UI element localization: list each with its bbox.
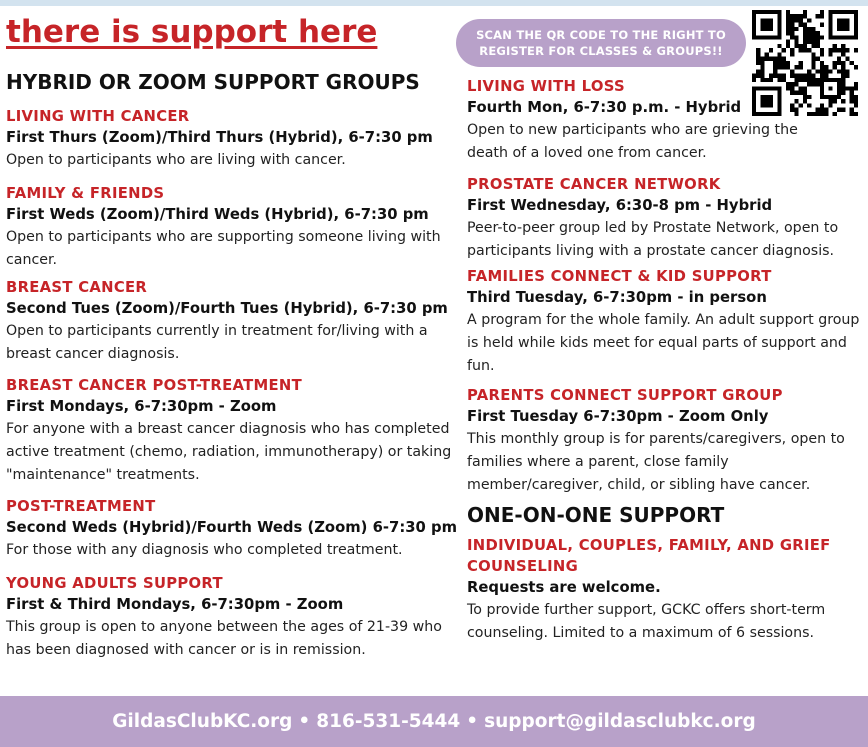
group-schedule: Requests are welcome. (467, 579, 661, 596)
group-breast-cancer (6, 277, 458, 366)
right-column (467, 76, 862, 645)
group-title: BREAST CANCER (6, 279, 148, 296)
group-living-with-loss (467, 76, 862, 165)
group-schedule: Second Weds (Hybrid)/Fourth Weds (Zoom) 6-7:30 pm (6, 519, 458, 536)
group-breast-cancer-post-treatment (6, 375, 458, 487)
group-description: For anyone with a breast cancer diagnosis who has completed active treatment (chemo, radiation, immunotherapy) or taking "maintenance" treatments. (6, 421, 452, 483)
group-description: Open to participants who are supporting someone living with cancer. (6, 229, 441, 268)
group-schedule: First Mondays, 6-7:30pm - Zoom (6, 398, 277, 415)
one-on-one-heading: ONE-ON-ONE SUPPORT (467, 503, 725, 527)
group-schedule: Second Tues (Zoom)/Fourth Tues (Hybrid), 6-7:30 pm (6, 300, 448, 317)
group-schedule: First Tuesday 6-7:30pm - Zoom Only (467, 408, 769, 425)
group-post-treatment (6, 496, 458, 562)
phone-link[interactable]: 816-531-5444 (316, 711, 461, 732)
group-parents-connect (467, 385, 862, 497)
email-link[interactable]: support@gildasclubkc.org (484, 711, 756, 732)
group-family-friends (6, 183, 458, 272)
group-description: A program for the whole family. An adult support group is held while kids meet for equal parts of support and fun. (467, 312, 860, 374)
group-description: This group is open to anyone between the ages of 21-39 who has been diagnosed with cancer or is in remission. (6, 619, 442, 658)
group-title: PROSTATE CANCER NETWORK (467, 176, 721, 193)
separator: • (466, 711, 479, 732)
group-title: YOUNG ADULTS SUPPORT (6, 575, 223, 592)
group-title: LIVING WITH CANCER (6, 108, 190, 125)
group-description: Peer-to-peer group led by Prostate Network, open to participants living with a prostate cancer diagnosis. (467, 220, 839, 259)
group-description: For those with any diagnosis who completed treatment. (6, 542, 403, 558)
group-description: Open to participants currently in treatment for/living with a breast cancer diagnosis. (6, 323, 428, 362)
group-schedule: Fourth Mon, 6-7:30 p.m. - Hybrid (467, 99, 742, 116)
group-title: PARENTS CONNECT SUPPORT GROUP (467, 387, 783, 404)
group-description: Open to participants who are living with cancer. (6, 152, 346, 168)
group-title: LIVING WITH LOSS (467, 78, 625, 95)
group-title: INDIVIDUAL, COUPLES, FAMILY, AND GRIEF COUNSELING (467, 537, 831, 575)
group-families-connect (467, 266, 862, 378)
website-link[interactable]: GildasClubKC.org (112, 711, 293, 732)
group-living-with-cancer (6, 106, 458, 172)
top-band (0, 0, 868, 6)
group-counseling (467, 535, 862, 645)
group-description: This monthly group is for parents/caregivers, open to families where a parent, close family member/caregiver, child, or sibling have cancer. (467, 431, 845, 493)
groups-heading: HYBRID OR ZOOM SUPPORT GROUPS (6, 70, 420, 94)
group-description: To provide further support, GCKC offers short-term counseling. Limited to a maximum of 6 sessions. (467, 602, 826, 641)
group-title: FAMILIES CONNECT & KID SUPPORT (467, 268, 772, 285)
group-schedule: First Weds (Zoom)/Third Weds (Hybrid), 6-7:30 pm (6, 206, 429, 223)
left-column (6, 70, 458, 662)
hero-title: there is support here (6, 14, 378, 50)
group-title: FAMILY & FRIENDS (6, 185, 165, 202)
group-description: Open to new participants who are grieving the death of a loved one from cancer. (467, 122, 798, 161)
separator: • (298, 711, 311, 732)
group-schedule: First Thurs (Zoom)/Third Thurs (Hybrid), 6-7:30 pm (6, 129, 433, 146)
group-schedule: First & Third Mondays, 6-7:30pm - Zoom (6, 596, 344, 613)
group-prostate-cancer-network (467, 174, 862, 263)
group-schedule: First Wednesday, 6:30-8 pm - Hybrid (467, 197, 773, 214)
footer-contact-bar (0, 696, 868, 747)
group-title: BREAST CANCER POST-TREATMENT (6, 377, 303, 394)
group-young-adults (6, 573, 458, 662)
group-schedule: Third Tuesday, 6-7:30pm - in person (467, 289, 767, 306)
qr-prompt-badge: SCAN THE QR CODE TO THE RIGHT TO REGISTER FOR CLASSES & GROUPS!! (456, 19, 746, 67)
group-title: POST-TREATMENT (6, 498, 156, 515)
